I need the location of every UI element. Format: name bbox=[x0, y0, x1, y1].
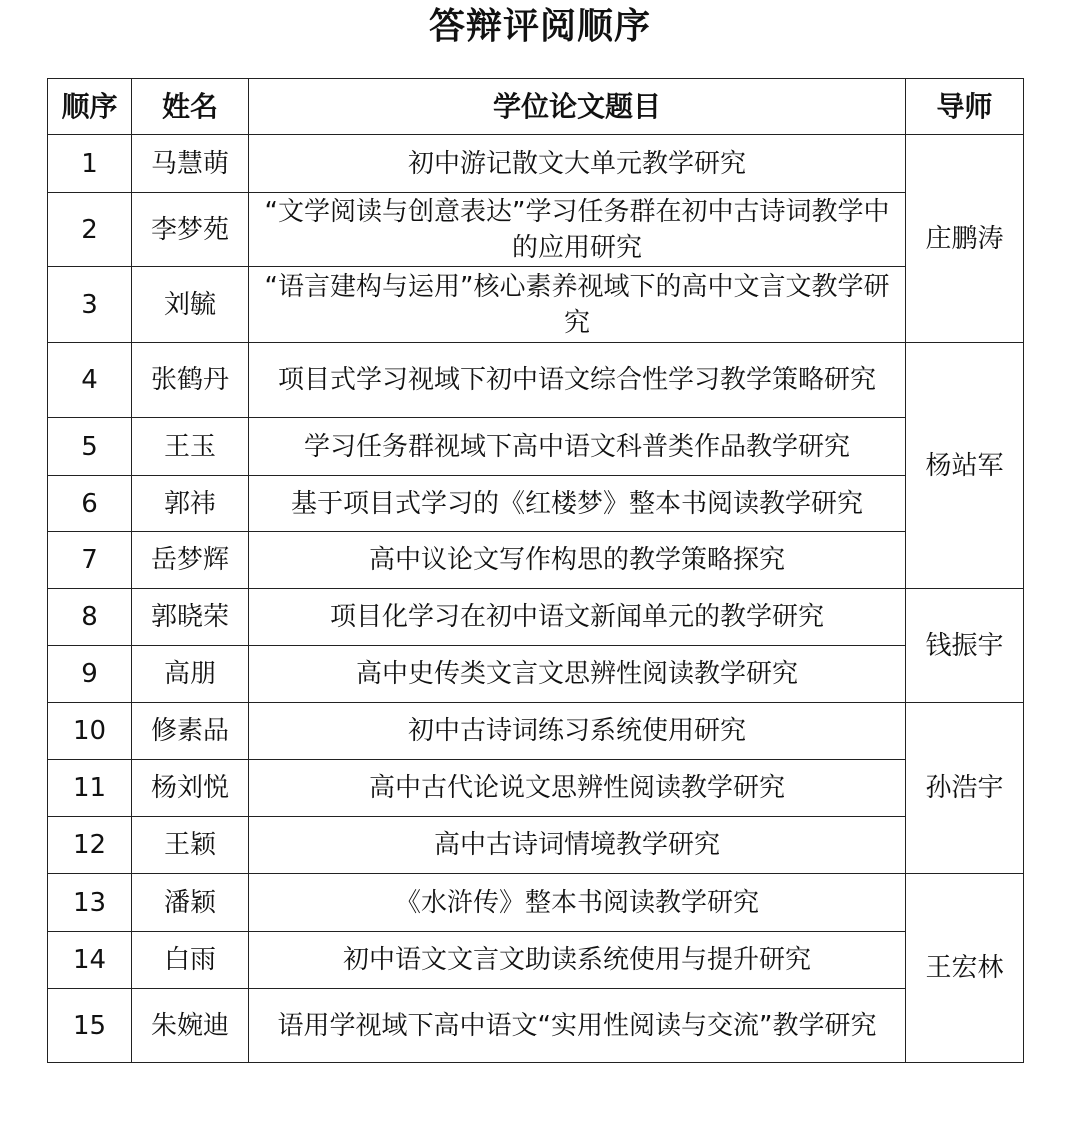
row-seq: 10 bbox=[48, 703, 132, 760]
row-thesis: 初中古诗词练习系统使用研究 bbox=[249, 703, 906, 760]
table-row bbox=[48, 532, 1024, 589]
header-seq: 顺序 bbox=[48, 79, 132, 135]
table-row bbox=[48, 874, 1024, 932]
row-seq: 13 bbox=[48, 874, 132, 932]
row-thesis: “文学阅读与创意表达”学习任务群在初中古诗词教学中的应用研究 bbox=[249, 193, 906, 267]
row-thesis: 高中议论文写作构思的教学策略探究 bbox=[249, 532, 906, 589]
row-seq: 3 bbox=[48, 267, 132, 343]
row-seq: 2 bbox=[48, 193, 132, 267]
row-seq: 1 bbox=[48, 135, 132, 193]
row-advisor: 钱振宇 bbox=[906, 589, 1024, 703]
table-row bbox=[48, 589, 1024, 646]
row-name: 郭祎 bbox=[132, 476, 249, 532]
page-title: 答辩评阅顺序 bbox=[428, 6, 651, 47]
table-row bbox=[48, 418, 1024, 476]
row-seq: 14 bbox=[48, 932, 132, 989]
table-row bbox=[48, 989, 1024, 1063]
table-row bbox=[48, 343, 1024, 418]
table-row bbox=[48, 646, 1024, 703]
row-name: 王玉 bbox=[132, 418, 249, 476]
header-name: 姓名 bbox=[132, 79, 249, 135]
row-seq: 7 bbox=[48, 532, 132, 589]
row-seq: 11 bbox=[48, 760, 132, 817]
row-name: 刘毓 bbox=[132, 267, 249, 343]
table-row bbox=[48, 267, 1024, 343]
row-seq: 8 bbox=[48, 589, 132, 646]
table-header-row bbox=[48, 79, 1024, 135]
row-name: 张鹤丹 bbox=[132, 343, 249, 418]
row-seq: 15 bbox=[48, 989, 132, 1063]
row-name: 潘颖 bbox=[132, 874, 249, 932]
row-thesis: 《水浒传》整本书阅读教学研究 bbox=[249, 874, 906, 932]
row-name: 高朋 bbox=[132, 646, 249, 703]
row-thesis: 基于项目式学习的《红楼梦》整本书阅读教学研究 bbox=[249, 476, 906, 532]
row-thesis: 初中游记散文大单元教学研究 bbox=[249, 135, 906, 193]
row-name: 岳梦辉 bbox=[132, 532, 249, 589]
row-name: 李梦苑 bbox=[132, 193, 249, 267]
table-row bbox=[48, 193, 1024, 267]
row-thesis: “语言建构与运用”核心素养视域下的高中文言文教学研究 bbox=[249, 267, 906, 343]
row-advisor: 杨站军 bbox=[906, 343, 1024, 589]
row-thesis: 高中古代论说文思辨性阅读教学研究 bbox=[249, 760, 906, 817]
row-advisor: 庄鹏涛 bbox=[906, 135, 1024, 343]
table-row bbox=[48, 703, 1024, 760]
row-seq: 6 bbox=[48, 476, 132, 532]
row-advisor: 王宏林 bbox=[906, 874, 1024, 1063]
row-seq: 4 bbox=[48, 343, 132, 418]
row-thesis: 语用学视域下高中语文“实用性阅读与交流”教学研究 bbox=[249, 989, 906, 1063]
row-thesis: 学习任务群视域下高中语文科普类作品教学研究 bbox=[249, 418, 906, 476]
row-advisor: 孙浩宇 bbox=[906, 703, 1024, 874]
row-seq: 12 bbox=[48, 817, 132, 874]
header-thesis: 学位论文题目 bbox=[249, 79, 906, 135]
header-advisor: 导师 bbox=[906, 79, 1024, 135]
row-thesis: 项目式学习视域下初中语文综合性学习教学策略研究 bbox=[249, 343, 906, 418]
row-thesis: 初中语文文言文助读系统使用与提升研究 bbox=[249, 932, 906, 989]
row-thesis: 高中史传类文言文思辨性阅读教学研究 bbox=[249, 646, 906, 703]
table-row bbox=[48, 760, 1024, 817]
row-name: 修素品 bbox=[132, 703, 249, 760]
table-row bbox=[48, 932, 1024, 989]
defense-order-table bbox=[47, 78, 1024, 1063]
row-name: 杨刘悦 bbox=[132, 760, 249, 817]
row-thesis: 项目化学习在初中语文新闻单元的教学研究 bbox=[249, 589, 906, 646]
row-name: 马慧萌 bbox=[132, 135, 249, 193]
row-seq: 9 bbox=[48, 646, 132, 703]
row-name: 郭晓荣 bbox=[132, 589, 249, 646]
row-name: 白雨 bbox=[132, 932, 249, 989]
table-row bbox=[48, 135, 1024, 193]
table-row bbox=[48, 476, 1024, 532]
row-seq: 5 bbox=[48, 418, 132, 476]
row-thesis: 高中古诗词情境教学研究 bbox=[249, 817, 906, 874]
table-row bbox=[48, 817, 1024, 874]
row-name: 王颖 bbox=[132, 817, 249, 874]
row-name: 朱婉迪 bbox=[132, 989, 249, 1063]
